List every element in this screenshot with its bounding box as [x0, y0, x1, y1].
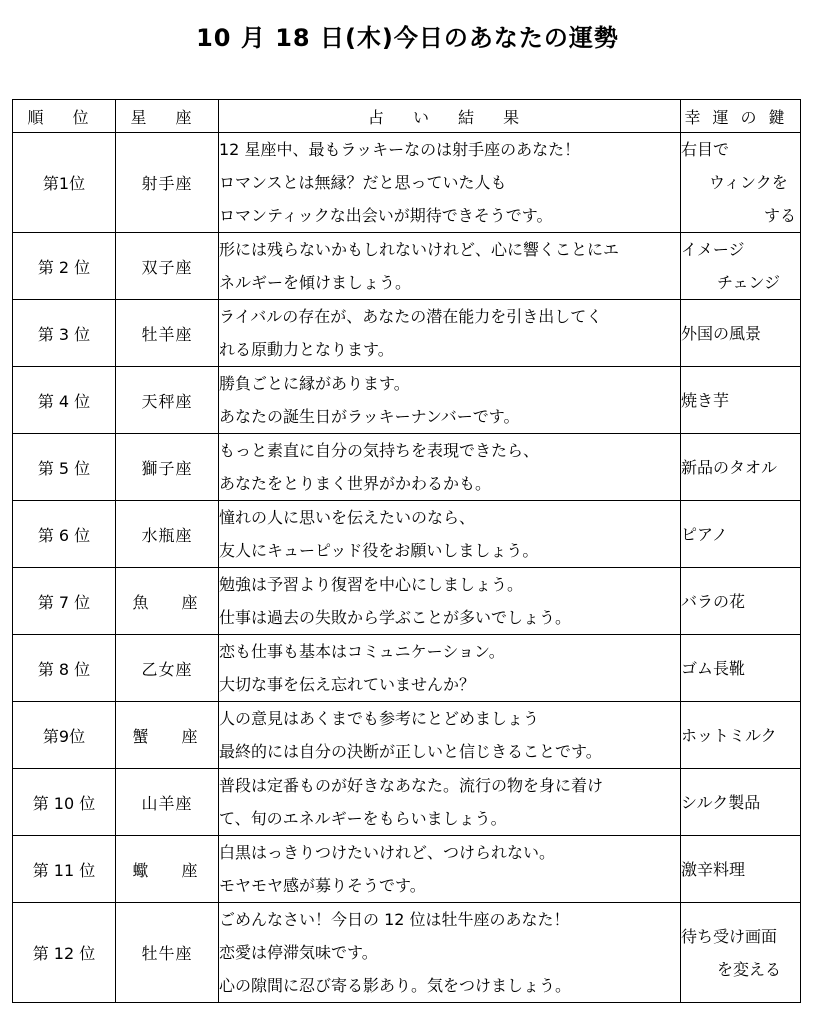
result-cell: [219, 836, 681, 903]
lucky-key-line: を変える: [717, 959, 782, 979]
result-line: モヤモヤ感が募りそうです。: [219, 876, 426, 895]
page-title: 10 月 18 日(木)今日のあなたの運勢: [196, 24, 619, 52]
lucky-key-cell: [681, 903, 801, 1003]
table-row: [13, 702, 801, 769]
result-line: 憧れの人に思いを伝えたいのなら、: [219, 508, 476, 527]
lucky-key-line: ピアノ: [681, 524, 728, 544]
sign-cell: 射手座: [116, 133, 219, 233]
result-line: 勝負ごとに縁があります。: [219, 374, 410, 393]
lucky-key-line: チェンジ: [717, 273, 781, 292]
header-result: 占 い 結 果: [219, 100, 681, 133]
header-rank: 順 位: [13, 100, 116, 133]
result-cell: [219, 434, 681, 501]
table-row: [13, 836, 801, 903]
lucky-key-line: シルク製品: [681, 792, 761, 812]
table-row: [13, 434, 801, 501]
lucky-key-cell: [681, 635, 801, 702]
lucky-key-cell: [681, 769, 801, 836]
result-line: 白黒はっきりつけたいけれど、つけられない。: [219, 843, 556, 862]
lucky-key-line: ゴム長靴: [681, 658, 746, 678]
result-line: 恋も仕事も基本はコミュニケーション。: [219, 642, 505, 661]
lucky-key-cell: [681, 434, 801, 501]
rank-cell: 第 6 位: [13, 501, 116, 568]
result-line: 最終的には自分の決断が正しいと信じきることです。: [219, 742, 602, 761]
lucky-key-cell: [681, 233, 801, 300]
result-cell: [219, 769, 681, 836]
lucky-key-line: 右目で: [681, 140, 730, 159]
result-line: 友人にキューピッド役をお願いしましょう。: [219, 541, 539, 560]
sign-cell: 牡牛座: [116, 903, 219, 1003]
sign-cell: 魚 座: [116, 568, 219, 635]
lucky-key-line: イメージ: [681, 240, 745, 259]
result-cell: [219, 702, 681, 769]
lucky-key-line: ホットミルク: [681, 725, 777, 745]
sign-cell: 天秤座: [116, 367, 219, 434]
lucky-key-line: 新品のタオル: [681, 457, 778, 477]
table-row: [13, 903, 801, 1003]
rank-cell: 第9位: [13, 702, 116, 769]
rank-cell: 第 7 位: [13, 568, 116, 635]
result-line: 12 星座中、最もラッキーなのは射手座のあなた！: [219, 140, 581, 159]
result-line: 恋愛は停滞気味です。: [219, 943, 378, 962]
lucky-key-cell: [681, 367, 801, 434]
rank-cell: 第1位: [13, 133, 116, 233]
rank-cell: 第 10 位: [13, 769, 116, 836]
result-line: 勉強は予習より復習を中心にしましょう。: [219, 575, 524, 594]
result-cell: [219, 568, 681, 635]
header-row: [13, 100, 801, 133]
sign-cell: 山羊座: [116, 769, 219, 836]
result-cell: [219, 367, 681, 434]
result-line: ロマンスとは無縁？だと思っていた人も: [219, 173, 507, 192]
sign-cell: 蠍 座: [116, 836, 219, 903]
fortune-table: [12, 99, 801, 1003]
header-sign: 星 座: [116, 100, 219, 133]
lucky-key-cell: [681, 133, 801, 233]
table-row: [13, 133, 801, 233]
result-line: あなたの誕生日がラッキーナンバーです。: [219, 407, 520, 426]
result-line: ロマンティックな出会いが期待できそうです。: [219, 206, 553, 225]
result-cell: [219, 133, 681, 233]
rank-cell: 第 4 位: [13, 367, 116, 434]
sign-cell: 双子座: [116, 233, 219, 300]
table-row: [13, 300, 801, 367]
result-cell: [219, 300, 681, 367]
result-line: もっと素直に自分の気持ちを表現できたら、: [219, 441, 540, 460]
sign-cell: 水瓶座: [116, 501, 219, 568]
table-row: [13, 367, 801, 434]
sign-cell: 蟹 座: [116, 702, 219, 769]
rank-cell: 第 12 位: [13, 903, 116, 1003]
rank-cell: 第 11 位: [13, 836, 116, 903]
sign-cell: 牡羊座: [116, 300, 219, 367]
result-line: 大切な事を伝え忘れていませんか？: [219, 675, 476, 694]
lucky-key-cell: [681, 836, 801, 903]
result-cell: [219, 501, 681, 568]
lucky-key-line: 激辛料理: [681, 859, 746, 879]
result-cell: [219, 903, 681, 1003]
result-cell: [219, 233, 681, 300]
lucky-key-line: バラの花: [681, 591, 746, 611]
table-row: [13, 769, 801, 836]
result-line: 心の隙間に忍び寄る影あり。気をつけましょう。: [219, 976, 572, 995]
result-line: ネルギーを傾けましょう。: [219, 273, 412, 292]
result-line: 仕事は過去の失敗から学ぶことが多いでしょう。: [219, 608, 572, 627]
result-line: あなたをとりまく世界がかわるかも。: [219, 474, 492, 493]
lucky-key-cell: [681, 300, 801, 367]
table-row: [13, 233, 801, 300]
lucky-key-line: 待ち受け画面: [681, 926, 778, 946]
result-line: 形には残らないかもしれないけれど、心に響くことにエ: [219, 240, 620, 259]
result-line: 人の意見はあくまでも参考にとどめましょう: [219, 709, 540, 728]
lucky-key-line: 焼き芋: [681, 390, 730, 410]
result-line: ライバルの存在が、あなたの潜在能力を引き出してく: [219, 307, 603, 326]
lucky-key-line: する: [763, 206, 796, 225]
lucky-key-cell: [681, 501, 801, 568]
rank-cell: 第 8 位: [13, 635, 116, 702]
lucky-key-line: 外国の風景: [681, 323, 762, 343]
lucky-key-line: ウィンクを: [709, 173, 788, 192]
result-line: 普段は定番ものが好きなあなた。流行の物を身に着け: [219, 776, 604, 795]
result-line: て、旬のエネルギーをもらいましょう。: [219, 809, 507, 828]
header-lucky-key: 幸運の鍵: [681, 100, 801, 133]
rank-cell: 第 5 位: [13, 434, 116, 501]
rank-cell: 第 3 位: [13, 300, 116, 367]
sign-cell: 乙女座: [116, 635, 219, 702]
result-cell: [219, 635, 681, 702]
lucky-key-cell: [681, 568, 801, 635]
sign-cell: 獅子座: [116, 434, 219, 501]
result-line: ごめんなさい！今日の 12 位は牡牛座のあなた！: [219, 910, 570, 929]
result-line: れる原動力となります。: [219, 340, 394, 359]
table-row: [13, 501, 801, 568]
lucky-key-cell: [681, 702, 801, 769]
table-row: [13, 635, 801, 702]
table-row: [13, 568, 801, 635]
rank-cell: 第 2 位: [13, 233, 116, 300]
